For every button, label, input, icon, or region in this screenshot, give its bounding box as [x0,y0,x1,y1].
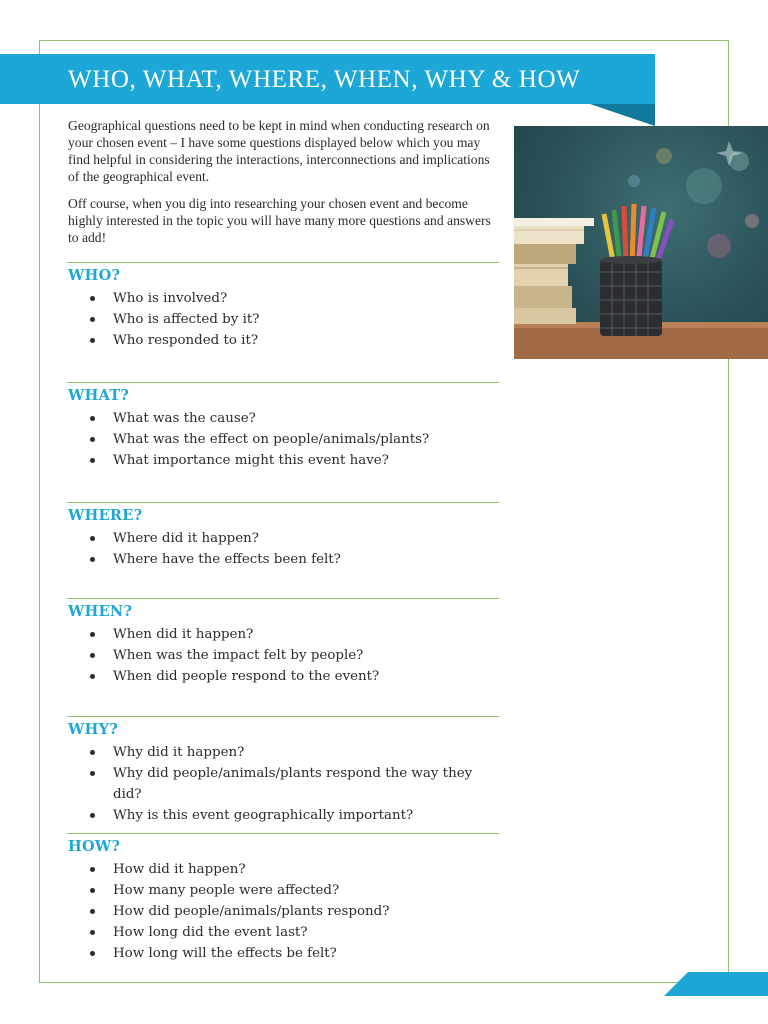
question-list [67,288,499,351]
section-what [67,382,499,471]
section-divider [67,833,499,834]
list-item: When did it happen? [67,624,499,645]
list-item: Who responded to it? [67,330,499,351]
list-item: What importance might this event have? [67,450,499,471]
pencils-and-books-photo [514,126,768,359]
section-how [67,833,499,964]
list-item: Why is this event geographically important? [67,805,499,826]
question-list [67,624,499,687]
section-where [67,502,499,570]
intro-paragraph-2: Off course, when you dig into researching your chosen event and become highly interested in the topic you will have many more questions and answers to add! [68,196,491,245]
list-item: Who is involved? [67,288,499,309]
list-item: Who is affected by it? [67,309,499,330]
list-item: When did people respond to the event? [67,666,499,687]
list-item: How long did the event last? [67,922,499,943]
intro-text [68,117,498,256]
question-list [67,408,499,471]
section-why [67,716,499,826]
section-divider [67,382,499,383]
list-item: When was the impact felt by people? [67,645,499,666]
page-title: WHO, WHAT, WHERE, WHEN, WHY & HOW [68,66,581,93]
question-list [67,528,499,570]
section-heading: WHO? [68,267,121,284]
section-when [67,598,499,687]
list-item: Where have the effects been felt? [67,549,499,570]
section-heading: WHY? [68,721,119,738]
list-item: How many people were affected? [67,880,499,901]
section-heading: WHEN? [68,603,133,620]
question-list [67,859,499,964]
list-item: How did it happen? [67,859,499,880]
list-item: What was the effect on people/animals/plants? [67,429,499,450]
intro-paragraph-1: Geographical questions need to be kept in mind when conducting research on your chosen event – I have some questions displayed below which you may find helpful in considering the interactions, interconnections and implications of the geographical event. [68,118,490,184]
section-divider [67,262,499,263]
list-item: How long will the effects be felt? [67,943,499,964]
section-heading: WHAT? [68,387,130,404]
section-who [67,262,499,351]
section-heading: HOW? [68,838,121,855]
list-item: Where did it happen? [67,528,499,549]
section-divider [67,502,499,503]
list-item: What was the cause? [67,408,499,429]
section-divider [67,598,499,599]
question-list [67,742,499,826]
list-item: How did people/animals/plants respond? [67,901,499,922]
list-item: Why did people/animals/plants respond the way they did? [67,763,499,805]
list-item: Why did it happen? [67,742,499,763]
section-divider [67,716,499,717]
title-banner-accent [590,104,655,126]
section-heading: WHERE? [68,507,143,524]
